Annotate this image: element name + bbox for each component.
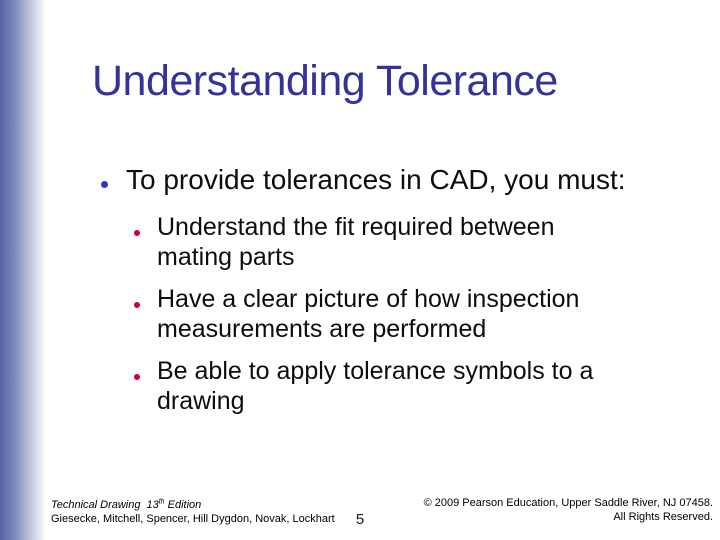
footer-edition-suffix: th — [158, 498, 165, 506]
footer-edition-number: 13 — [146, 499, 159, 511]
bullet-dot-level2 — [134, 374, 140, 380]
footer-book-title-line — [51, 498, 335, 512]
sub-bullet-1 — [157, 212, 637, 272]
page-number: 5 — [355, 511, 365, 528]
slide-title: Understanding Tolerance — [92, 57, 558, 105]
bullet-dot-level2 — [134, 230, 140, 236]
bullet-level1-text: To provide tolerances in CAD, you must: — [126, 164, 626, 195]
sub-bullet-2-line2: measurements are performed — [157, 315, 487, 343]
bullet-dot-level1 — [101, 181, 108, 188]
sub-bullet-2 — [157, 284, 637, 344]
bullet-dot-level2 — [134, 302, 140, 308]
sub-bullet-3 — [157, 356, 637, 416]
footer-copyright-line2: All Rights Reserved. — [613, 511, 713, 523]
footer-authors: Giesecke, Mitchell, Spencer, Hill Dygdon, Novak, Lockhart — [51, 513, 335, 525]
sidebar-gradient-bar — [0, 0, 46, 540]
sub-bullet-1-line1: Understand the fit required between — [157, 213, 555, 241]
footer-edition-label: Edition — [167, 499, 202, 511]
sub-bullet-3-line2: drawing — [157, 387, 245, 415]
footer-copyright-line1: © 2009 Pearson Education, Upper Saddle River, NJ 07458. — [423, 497, 713, 509]
sub-bullet-1-line2: mating parts — [157, 243, 295, 271]
sub-bullet-3-line1: Be able to apply tolerance symbols to a — [157, 357, 594, 385]
footer-book-title: Technical Drawing — [51, 499, 141, 511]
sub-bullet-2-line1: Have a clear picture of how inspection — [157, 285, 580, 313]
